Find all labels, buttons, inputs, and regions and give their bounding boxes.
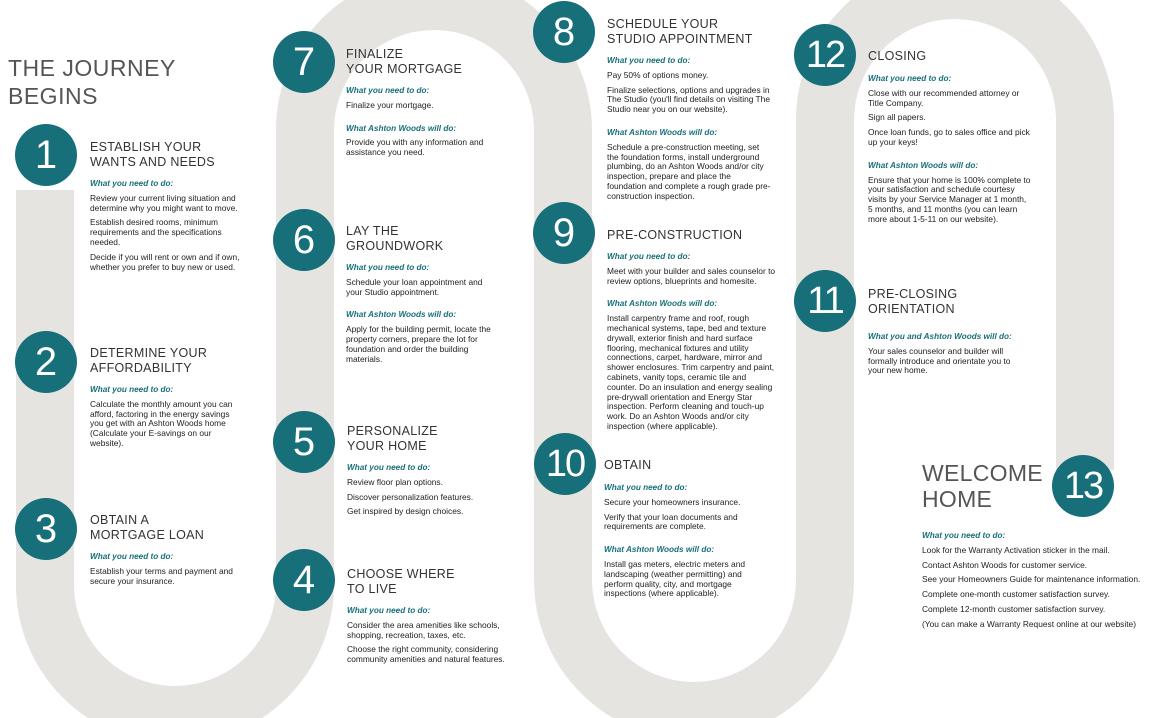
step-2-title: DETERMINE YOUR AFFORDABILITY [90,346,208,375]
step-7-title: FINALIZE YOUR MORTGAGE [346,47,463,76]
step-8-details: What you need to do: Pay 50% of options money. Finalize selections, options and upgrades in The Studio (you'll find details on visiting The Studio near you on our website). What Ashton Woods will do: Schedule a pre-construction meeting, set the foundation forms, install underground plumbing, do an Ashton Woods and/or city inspection, prepare and place the foundation and complete a rough grade pre-construction inspection. [607,56,771,201]
step-9-title: PRE-CONSTRUCTION [607,228,743,242]
step-8-number: 8 [533,1,595,63]
step-13-details: What you need to do: Look for the Warranty Activation sticker in the mail. Contact Ashton Woods for customer service. See your Homeowners Guide for maintenance information. Complete one-month customer satisfaction survey. Complete 12-month customer satisfaction survey. (You can make a Warranty Request online at our website) [922,531,1141,629]
step-10-title: OBTAIN [604,458,652,472]
step-1-details: What you need to do: Review your current living situation and determine why you might want to move. Establish desired rooms, minimum requirements and the specifications needed. Decide if you will rent or own and if own, whether you prefer to buy new or used. [90,179,240,272]
step-8-title: SCHEDULE YOUR STUDIO APPOINTMENT [607,17,753,46]
step-1-title: ESTABLISH YOUR WANTS AND NEEDS [90,140,215,169]
step-7-number: 7 [273,31,335,93]
step-12-number: 12 [794,24,856,86]
step-5-details: What you need to do: Review floor plan options. Discover personalization features. Get inspired by design choices. [347,463,474,517]
step-1-number: 1 [15,124,77,186]
step-5-number: 5 [273,411,335,473]
step-4-number: 4 [273,549,335,611]
step-3-title: OBTAIN A MORTGAGE LOAN [90,513,205,542]
step-13-number: 13 [1052,455,1114,517]
step-6-title: LAY THE GROUNDWORK [346,224,444,253]
step-3-number: 3 [15,498,77,560]
step-4-details: What you need to do: Consider the area amenities like schools, shopping, recreation, taxes, etc. Choose the right community, considering community amenities and natural features. [347,606,505,665]
step-2-details: What you need to do: Calculate the monthly amount you can afford, factoring in the energy savings you get with an Ashton Woods home (Calculate your E-savings on our website). [90,385,233,448]
step-11-number: 11 [794,270,856,332]
step-9-details: What you need to do: Meet with your builder and sales counselor to review options, blueprints and homesite. What Ashton Woods will do: Install carpentry frame and roof, rough mechanical systems, tape, bed and texture drywall, exterior finish and hard surface flooring, mechanical fixtures and utility connections, carpet, hardware, mirror and shower enclosures. Trim carpentry and paint, cabinets, vanity tops, ceramic tile and counter. Do an insulation and energy sealing pre-drywall orientation and Energy Star inspection. Perform cleaning and touch-up work. Do an Ashton Woods and/or city inspection (where applicable). [607,252,776,431]
page-title: THE JOURNEY BEGINS [8,55,176,109]
step-10-details: What you need to do: Secure your homeowners insurance. Verify that your loan documents and requirements are complete. What Ashton Woods will do: Install gas meters, electric meters and landscaping (weather permitting) and perform quality, city, and mortgage inspections (where applicable). [604,483,746,599]
step-12-details: What you need to do: Close with our recommended attorney or Title Company. Sign all papers. Once loan funds, go to sales office and pick up your keys! What Ashton Woods will do: Ensure that your home is 100% complete to your satisfaction and schedule courtesy visits by your Service Manager at 1 month, 5 months, and 11 months (you can learn more about 1-5-11 on our website). [868,74,1031,224]
step-9-number: 9 [533,202,595,264]
step-4-title: CHOOSE WHERE TO LIVE [347,567,455,596]
step-3-details: What you need to do: Establish your terms and payment and secure your insurance. [90,552,233,586]
step-12-title: CLOSING [868,49,927,63]
step-5-title: PERSONALIZE YOUR HOME [347,424,438,453]
step-6-number: 6 [273,209,335,271]
step-2-number: 2 [15,331,77,393]
step-11-details: What you and Ashton Woods will do: Your sales counselor and builder will formally introduce and orientate you to your new home. [868,332,1012,376]
step-7-details: What you need to do: Finalize your mortgage. What Ashton Woods will do: Provide you with any information and assistance you need. [346,86,484,158]
step-11-title: PRE-CLOSING ORIENTATION [868,287,958,316]
step-6-details: What you need to do: Schedule your loan appointment and your Studio appointment. What Ashton Woods will do: Apply for the building permit, locate the property corners, prepare the lot for foundation and order the building materials. [346,263,491,364]
step-10-number: 10 [534,433,596,495]
welcome-home-title: WELCOME HOME [922,460,1043,512]
